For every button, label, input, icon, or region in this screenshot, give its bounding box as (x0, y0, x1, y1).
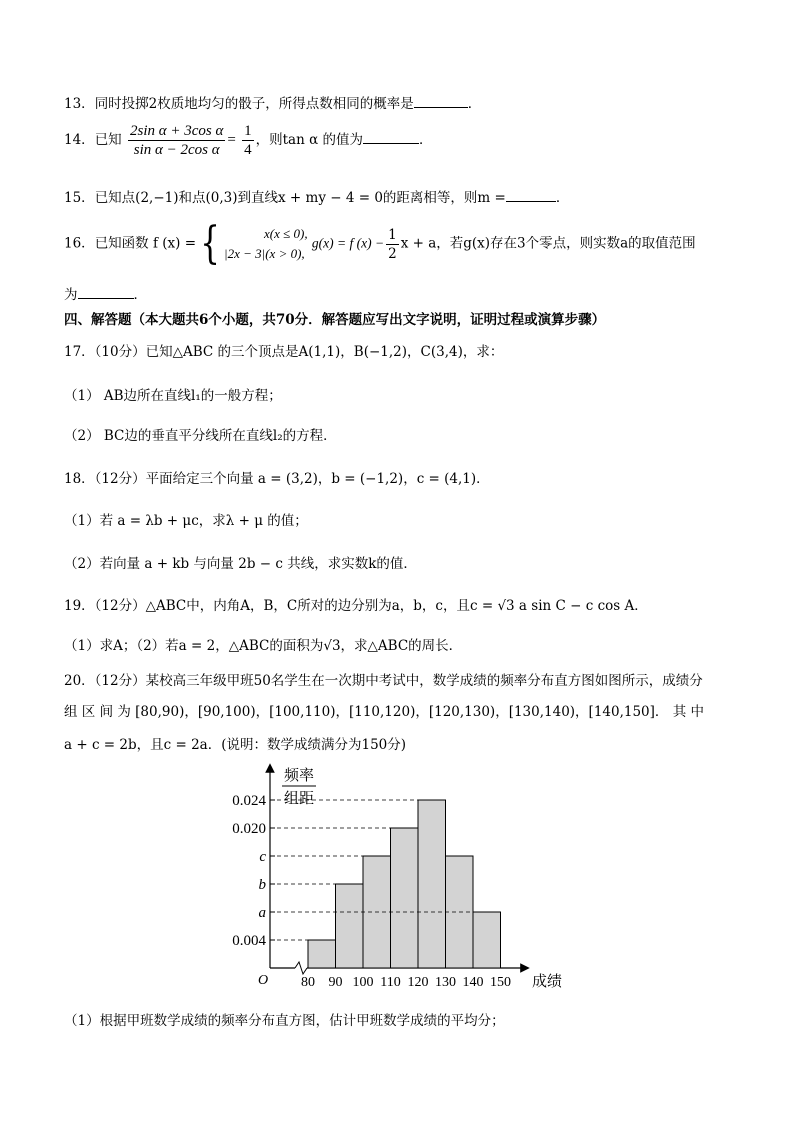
case-1: x(x ≤ 0), (264, 226, 308, 241)
axis-break-mark (295, 962, 307, 974)
question-text: x + a，若g(x)存在3个零点，则实数a的取值范围 (400, 235, 696, 252)
question-14 (64, 122, 433, 159)
question-15 (64, 186, 569, 206)
answer-blank (363, 131, 419, 144)
y-axis-label-top: 频率 (284, 768, 315, 784)
question-17-part-1: （1） AB边所在直线l₁的一般方程； (64, 388, 282, 404)
question-17-part-2: （2） BC边的垂直平分线所在直线l₂的方程． (64, 428, 337, 444)
x-tick-label: 120 (407, 975, 429, 990)
question-18-stem: 18．（12分）平面给定三个向量 a = (3,2)，b = (−1,2)，c = (4,1)． (64, 471, 490, 487)
frequency-histogram (220, 758, 580, 998)
y-tick-label: c (259, 849, 266, 865)
question-text: ，则tan α 的值为 (255, 132, 363, 148)
x-tick-label: 110 (380, 975, 401, 990)
piecewise-brace: { (200, 218, 220, 269)
question-20-stem-line-2: 组 区 间 为 [80,90)，[90,100)，[100,110)，[110,120)，[120,130)，[130,140)，[140,150]． 其 中 (64, 704, 704, 720)
answer-blank (414, 95, 468, 108)
punctuation: ． (467, 96, 482, 112)
histogram-bar (336, 884, 364, 968)
x-tick-label: 100 (352, 975, 374, 990)
question-16 (64, 218, 696, 269)
section-title: 四、解答题（本大题共6个小题，共70分．解答题应写出文字说明，证明过程或演算步骤） (64, 312, 606, 328)
fraction-denominator: 2 (388, 245, 397, 262)
question-20-stem-line-1: 20．（12分）某校高三年级甲班50名学生在一次期中考试中，数学成绩的频率分布直方图如图所示，成绩分 (64, 673, 703, 689)
equals-sign: = (227, 132, 236, 148)
histogram-bar (308, 940, 336, 968)
answer-blank (506, 189, 556, 202)
question-text: g(x) = f (x) − (311, 235, 385, 251)
fraction-numerator: 2sin α + 3cos α (129, 123, 224, 139)
x-tick-label: 130 (435, 975, 456, 990)
x-tick-label: 140 (462, 975, 484, 990)
question-17-stem: 17．（10分）已知△ABC 的三个顶点是A(1,1)，B(−1,2)，C(3,4)，求： (64, 344, 504, 360)
x-tick-label: 90 (328, 975, 343, 990)
fraction-numerator: 1 (244, 123, 252, 139)
y-tick-label: 0.020 (232, 821, 266, 837)
question-text: 同时投掷2枚质地均匀的骰子，所得点数相同的概率是 (94, 96, 414, 112)
fraction (128, 122, 225, 159)
origin-label: O (258, 973, 269, 988)
question-18-part-2: （2）若向量 a + kb 与向量 2b − c 共线，求实数k的值． (64, 556, 417, 572)
fraction-denominator: sin α − 2cos α (133, 142, 220, 158)
question-number: 15． (64, 190, 95, 206)
y-axis-label-bottom: 组距 (284, 791, 315, 807)
question-number: 16． (64, 235, 95, 252)
x-tick-label: 80 (301, 975, 315, 990)
fraction-denominator: 4 (244, 142, 252, 158)
y-tick-label: 0.024 (232, 793, 266, 809)
x-tick-label: 150 (490, 975, 511, 990)
y-tick-label: a (258, 905, 266, 921)
question-19-stem: 19．（12分）△ABC中，内角A，B，C所对的边分别为a，b，c，且c = √3 a sin C − c cos A． (64, 598, 648, 614)
question-13 (64, 92, 481, 112)
punctuation: ． (555, 190, 570, 206)
question-text: 已知点(2,−1)和点(0,3)到直线x + my − 4 = 0的距离相等，则m = (94, 190, 506, 206)
question-19-parts: （1）求A；（2）若a = 2，△ABC的面积为√3，求△ABC的周长． (64, 638, 463, 654)
question-number: 14． (64, 132, 95, 148)
y-tick-label: b (258, 877, 266, 893)
punctuation: ． (133, 287, 147, 303)
histogram-bar (391, 828, 419, 968)
question-20-part-1: （1）根据甲班数学成绩的频率分布直方图，估计甲班数学成绩的平均分； (64, 1013, 505, 1029)
question-16-continued (64, 283, 147, 303)
answer-blank (78, 286, 134, 299)
piecewise-cases (224, 224, 308, 264)
question-18-part-1: （1）若 a = λb + μc，求λ + μ 的值； (64, 513, 308, 529)
question-text: 已知 (94, 132, 122, 148)
x-axis-label: 成绩 (532, 974, 563, 990)
question-text: 已知函数 f (x) = (94, 235, 197, 252)
fraction-numerator: 1 (388, 226, 397, 243)
y-tick-label: 0.004 (232, 933, 266, 949)
fraction (386, 226, 399, 263)
histogram-bar (473, 912, 501, 968)
case-2: |2x − 3|(x > 0), (224, 246, 305, 261)
fraction (242, 122, 254, 159)
question-number: 13． (64, 96, 95, 112)
question-20-stem-line-3: a + c = 2b，且c = 2a．(说明：数学成绩满分为150分) (64, 737, 407, 753)
histogram-bar (418, 800, 446, 968)
question-text: 为 (64, 287, 78, 303)
punctuation: ． (419, 132, 433, 148)
